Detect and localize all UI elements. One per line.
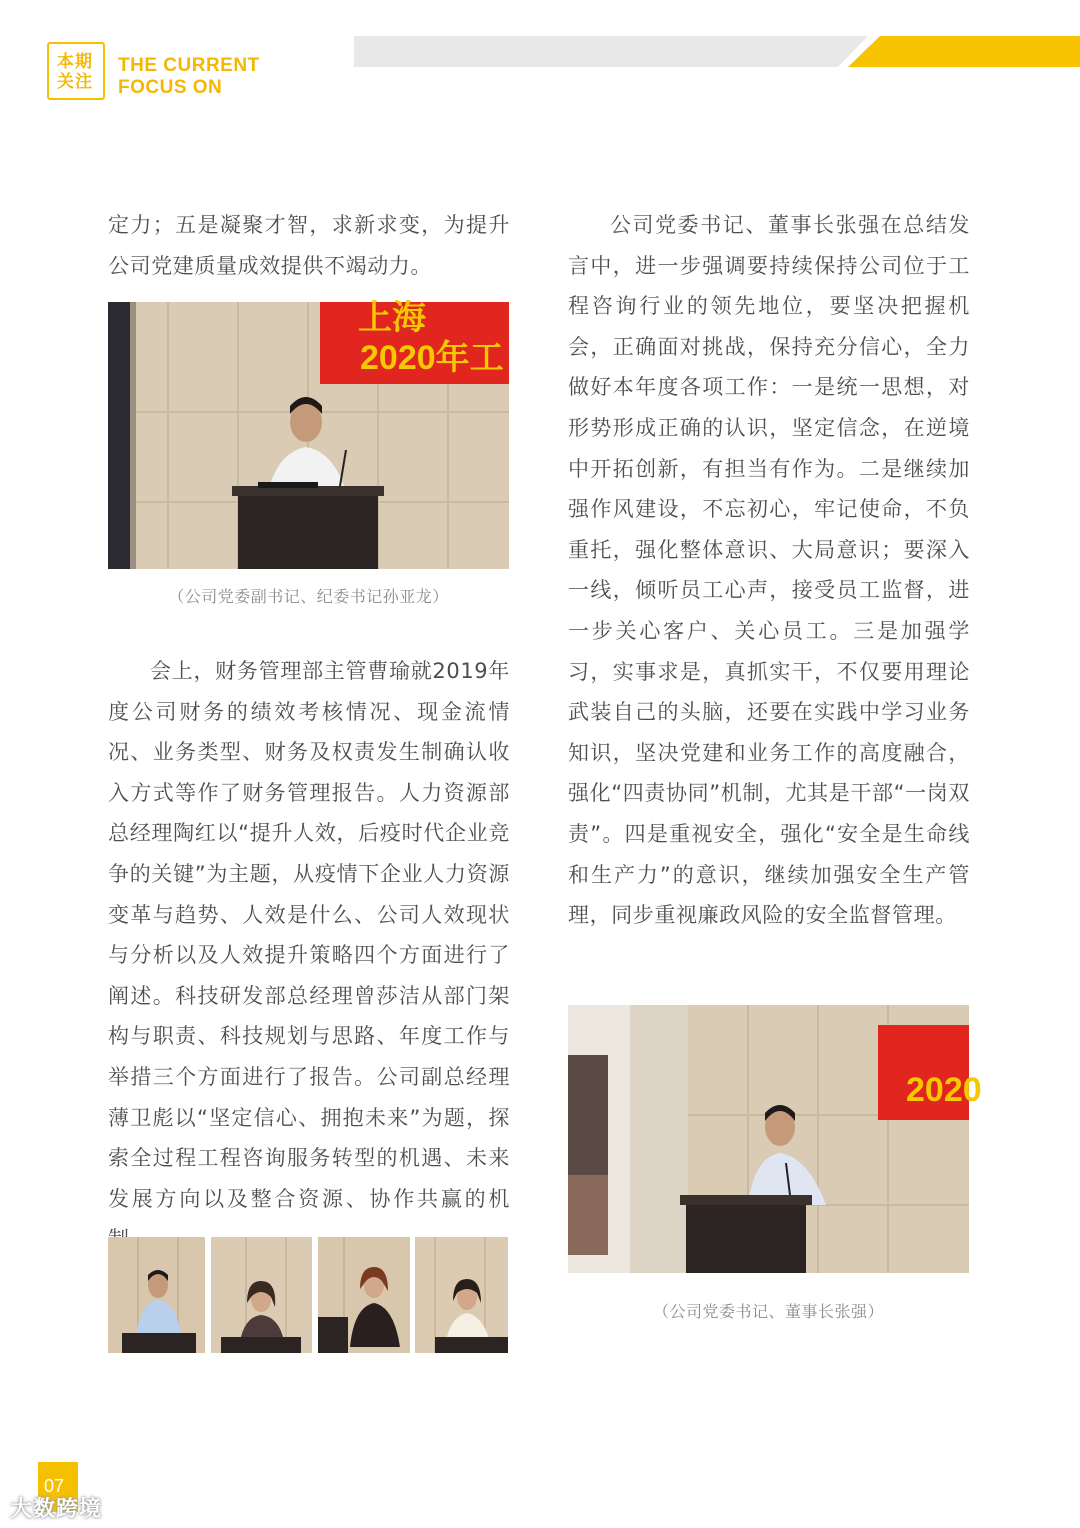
photo1-banner-text: 2020年工 (360, 339, 504, 377)
section-logo (47, 42, 105, 100)
section-logo-en: THE CURRENT FOCUS ON (118, 55, 260, 98)
left-para-1: 定力；五是凝聚才智，求新求变，为提升公司党建质量成效提供不竭动力。 (108, 213, 510, 278)
photo1-banner-top: 上海 (358, 299, 426, 337)
photo-speaker-bo (415, 1237, 508, 1353)
left-para-2: 会上，财务管理部主管曹瑜就2019年度公司财务的绩效考核情况、现金流情况、业务类型、财务及权责发生制确认收入方式等作了财务管理报告。人力资源部总经理陶红以“提升人效，后疫时代企业竞争的关键”为主题，从疫情下企业人力资源变革与趋势、人效是什么、公司人效现状与分析以及人效提升策略四个方面进行了阐述。科技研发部总经理曾莎洁从部门架构与职责、科技规划与思路、年度工作与举措三个方面进行了报告。公司副总经理薄卫彪以“坚定信心、拥抱未来”为题，探索全过程工程咨询服务转型的机遇、未来发展方向以及整合资源、协作共赢的机 (108, 659, 510, 1211)
page-number: 07 (44, 1476, 65, 1496)
photo-speaker-tao (211, 1237, 312, 1353)
right-para-1: 公司党委书记、董事长张强在总结发言中，进一步强调要持续保持公司位于工程咨询行业的领先地位，要坚决把握机会，正确面对挑战，保持充分信心，全力做好本年度各项工作：一是统一思想，对形势形成正确的认识，坚定信念，在逆境中开拓创新，有担当有作为。二是继续加强作风建设，不忘初心，牢记使命，不负重托，强化整体意识、大局意识；要深入一线，倾听员工心声，接受员工监督，进一步关心客户、关心员工。三是加强学习，实事求是，真抓实干，不仅要用理论武装自己的头脑，还要在实践中学习业务知识，坚决党建和业务工作的高度融合，强化“四责协同”机制，尤其是干部“一岗双责”。四是重视安全，强化“安全是生命线和生产力”的意识，继续加强安全生产管理，同步重视廉政风险的安全监督管理。 (568, 213, 970, 928)
photo1-caption: （公司党委副书记、纪委书记孙亚龙） (168, 587, 449, 606)
photo-speaker-zhang (568, 1005, 982, 1273)
watermark: 大数跨境 (10, 1497, 103, 1522)
photo-speaker-zeng (318, 1237, 410, 1353)
photo2-banner-text: 2020 (906, 1071, 982, 1109)
photo-speaker-cao (108, 1237, 205, 1353)
photo-speaker-sun (108, 299, 509, 569)
photo2-caption: （公司党委书记、董事长张强） (652, 1302, 884, 1321)
section-logo-cn: 本期关注 (57, 52, 93, 92)
